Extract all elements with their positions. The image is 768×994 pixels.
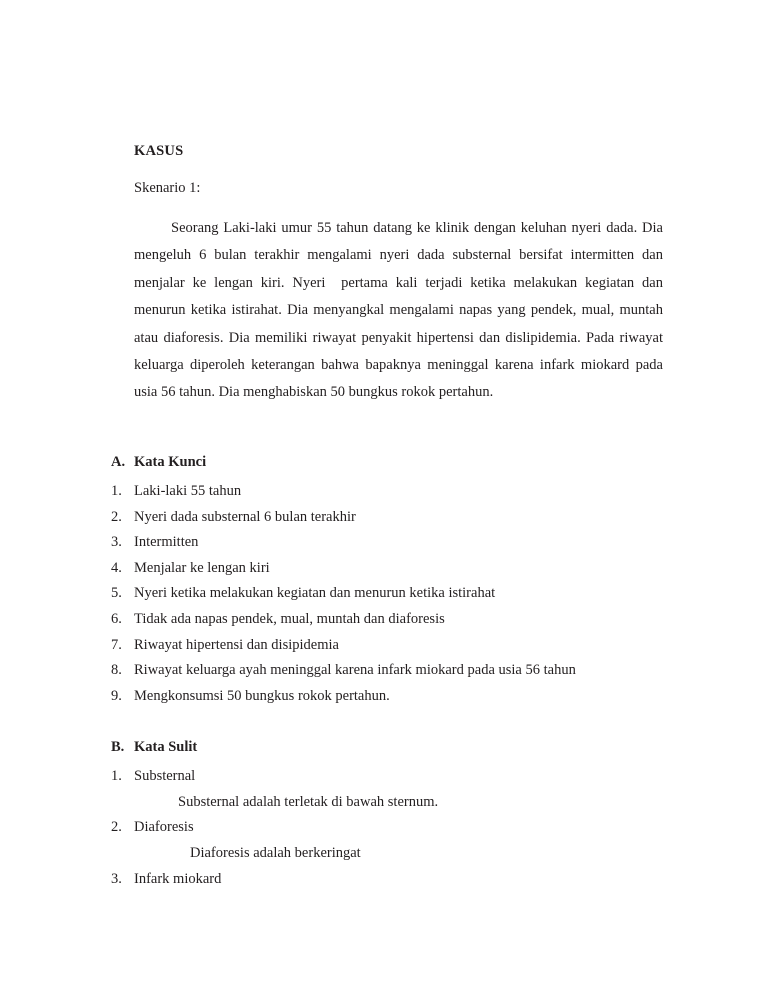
kata-kunci-list <box>111 479 671 709</box>
list-item <box>111 867 671 893</box>
list-item-label: Riwayat hipertensi dan disipidemia <box>134 636 339 653</box>
list-item <box>111 607 671 633</box>
list-item <box>111 684 671 710</box>
list-item-marker: 9. <box>111 687 122 704</box>
kata-sulit-item-3 <box>111 867 671 893</box>
list-item-marker: 1. <box>111 768 122 784</box>
list-item-marker: 6. <box>111 610 122 627</box>
list-item-marker: 1. <box>111 483 122 499</box>
list-item <box>111 530 671 556</box>
list-item-label: Riwayat keluarga ayah meninggal karena infark miokard pada usia 56 tahun <box>134 662 576 679</box>
list-item <box>111 479 671 505</box>
list-item-marker: 7. <box>111 636 122 653</box>
section-title: Kata Kunci <box>134 454 207 470</box>
list-item-marker: 4. <box>111 559 122 576</box>
list-item-label: Mengkonsumsi 50 bungkus rokok pertahun. <box>134 687 390 704</box>
section-heading-kata-sulit <box>111 739 197 756</box>
section-marker: A. <box>111 454 126 470</box>
list-item-marker: 2. <box>111 508 122 525</box>
list-item <box>111 556 671 582</box>
list-item-marker: 5. <box>111 585 122 602</box>
list-item-label: Infark miokard <box>134 871 222 887</box>
list-item <box>111 633 671 659</box>
list-item-label: Diaforesis <box>134 819 194 835</box>
list-item-label: Nyeri dada substernal 6 bulan terakhir <box>134 508 356 525</box>
definition-substernal: Substernal adalah terletak di bawah sternum. <box>178 794 439 810</box>
list-item <box>111 505 671 531</box>
list-item-label: Intermitten <box>134 534 199 551</box>
scenario-paragraph: Seorang Laki-laki umur 55 tahun datang ke klinik dengan keluhan nyeri dada. Dia mengeluh 6 bulan terakhir mengalami nyeri dada substernal bersifat intermitten dan menjalar ke lengan kiri. Nyeri pertama kali terjadi ketika melakukan kegiatan dan menurun ketika istirahat. Dia menyangkal mengalami napas yang pendek, mual, muntah atau diaforesis. Dia memiliki riwayat penyakit hipertensi dan dislipidemia. Pada riwayat keluarga diperoleh keterangan bahwa bapaknya meninggal karena infark miokard pada usia 56 tahun. Dia menghabiskan 50 bungkus rokok pertahun. <box>134 220 667 401</box>
list-item-label: Substernal <box>134 768 196 784</box>
list-item <box>111 581 671 607</box>
definition-diaforesis: Diaforesis adalah berkeringat <box>190 845 361 861</box>
list-item-label: Nyeri ketika melakukan kegiatan dan menurun ketika istirahat <box>134 585 496 602</box>
scenario-label: Skenario 1: <box>134 180 201 196</box>
list-item-marker: 2. <box>111 819 122 835</box>
list-item-label: Laki-laki 55 tahun <box>134 483 242 499</box>
list-item <box>111 815 671 841</box>
list-item-marker: 3. <box>111 871 122 887</box>
section-title: Kata Sulit <box>134 739 198 755</box>
list-item-marker: 3. <box>111 534 122 551</box>
list-item-marker: 8. <box>111 662 122 679</box>
section-heading-kata-kunci <box>111 454 206 471</box>
list-item-label: Tidak ada napas pendek, mual, muntah dan diaforesis <box>134 610 445 627</box>
kata-sulit-item-1 <box>111 764 671 790</box>
section-marker: B. <box>111 739 125 755</box>
list-item <box>111 658 671 684</box>
list-item <box>111 764 671 790</box>
list-item-label: Menjalar ke lengan kiri <box>134 559 270 576</box>
kata-sulit-item-2 <box>111 815 671 841</box>
page-title: KASUS <box>134 143 184 159</box>
